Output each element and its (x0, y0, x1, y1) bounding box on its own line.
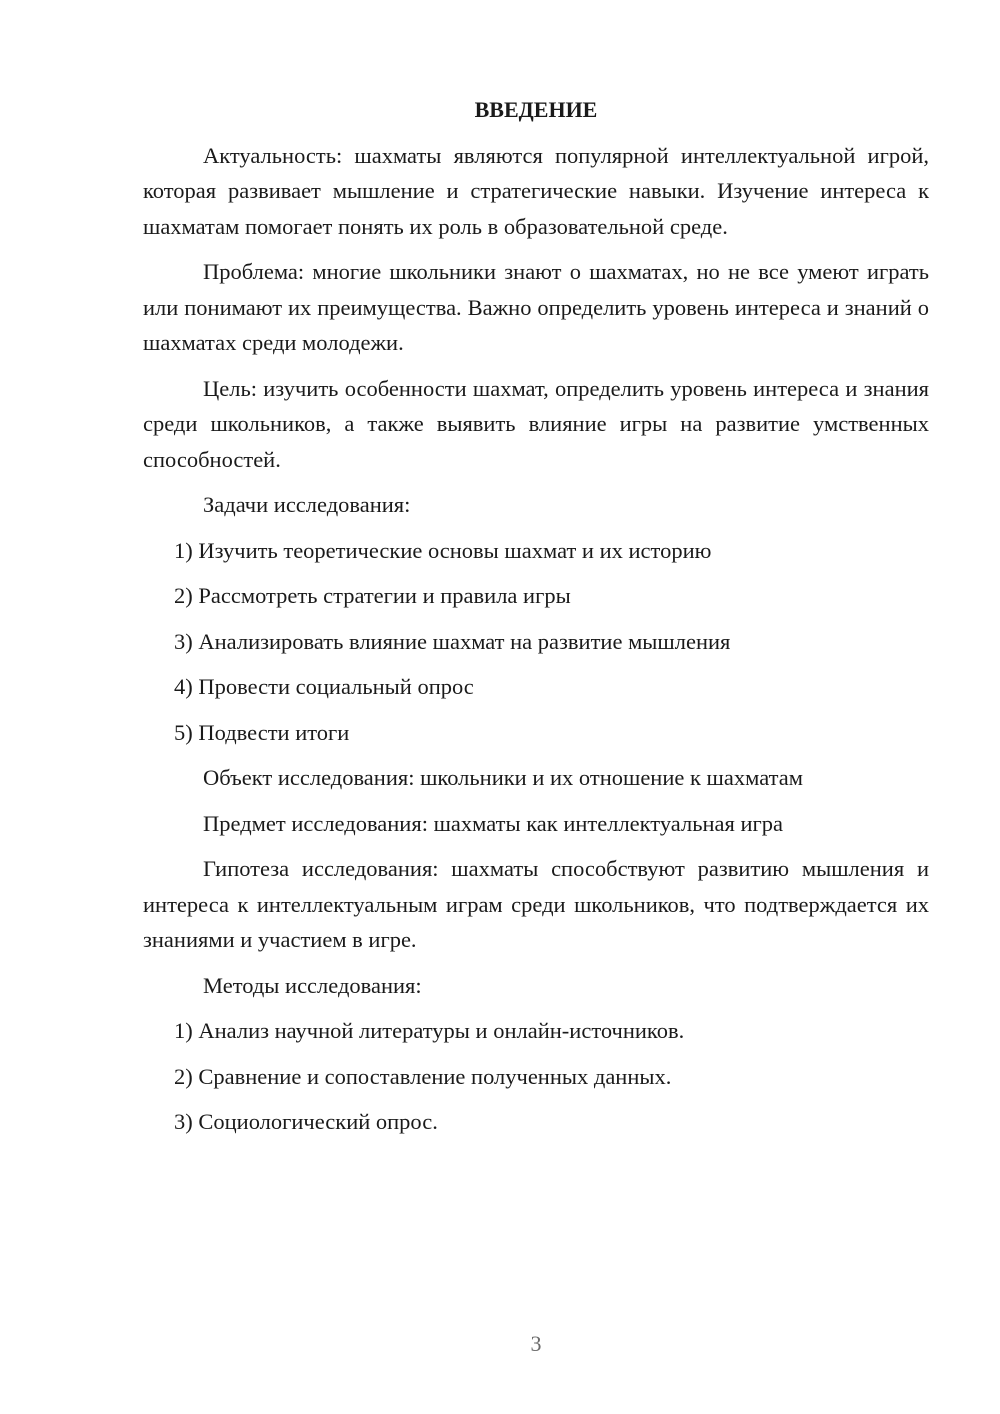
research-subject: Предмет исследования: шахматы как интеллектуальная игра (203, 810, 783, 836)
research-object: Объект исследования: школьники и их отношение к шахматам (203, 765, 803, 790)
list-item: 2) Рассмотреть стратегии и правила игры (174, 583, 571, 608)
problem-paragraph: Проблема: многие школьники знают о шахматах, но не все умеют играть или понимают их преимущества. Важно определить уровень интереса и знаний о шахматах среди молодежи. (143, 259, 929, 355)
tasks-list (143, 533, 929, 751)
relevance-paragraph: Актуальность: шахматы являются популярной интеллектуальной игрой, которая развивает мышление и стратегические навыки. Изучение интереса к шахматам помогает понять их роль в образовательной среде. (143, 142, 929, 239)
methods-heading: Методы исследования: (203, 972, 422, 998)
tasks-heading: Задачи исследования: (203, 492, 411, 517)
list-item: 3) Социологический опрос. (174, 1109, 438, 1134)
list-item: 3) Анализировать влияние шахмат на развитие мышления (174, 628, 731, 654)
methods-list (143, 1013, 929, 1140)
list-item: 1) Изучить теоретические основы шахмат и их историю (174, 537, 712, 563)
page-number: 3 (530, 1331, 542, 1356)
page-title: ВВЕДЕНИЕ (474, 97, 598, 122)
list-item: 4) Провести социальный опрос (174, 674, 474, 699)
list-item: 1) Анализ научной литературы и онлайн-источников. (174, 1018, 685, 1043)
list-item: 2) Сравнение и сопоставление полученных данных. (174, 1063, 672, 1089)
goal-paragraph: Цель: изучить особенности шахмат, определить уровень интереса и знания среди школьников, а также выявить влияние игры на развитие умственных способностей. (143, 375, 929, 472)
list-item: 5) Подвести итоги (174, 719, 350, 745)
hypothesis-paragraph: Гипотеза исследования: шахматы способствуют развитию мышления и интереса к интеллектуальным играм среди школьников, что подтверждается их знаниями и участием в игре. (143, 856, 929, 952)
document-body (143, 92, 929, 1150)
